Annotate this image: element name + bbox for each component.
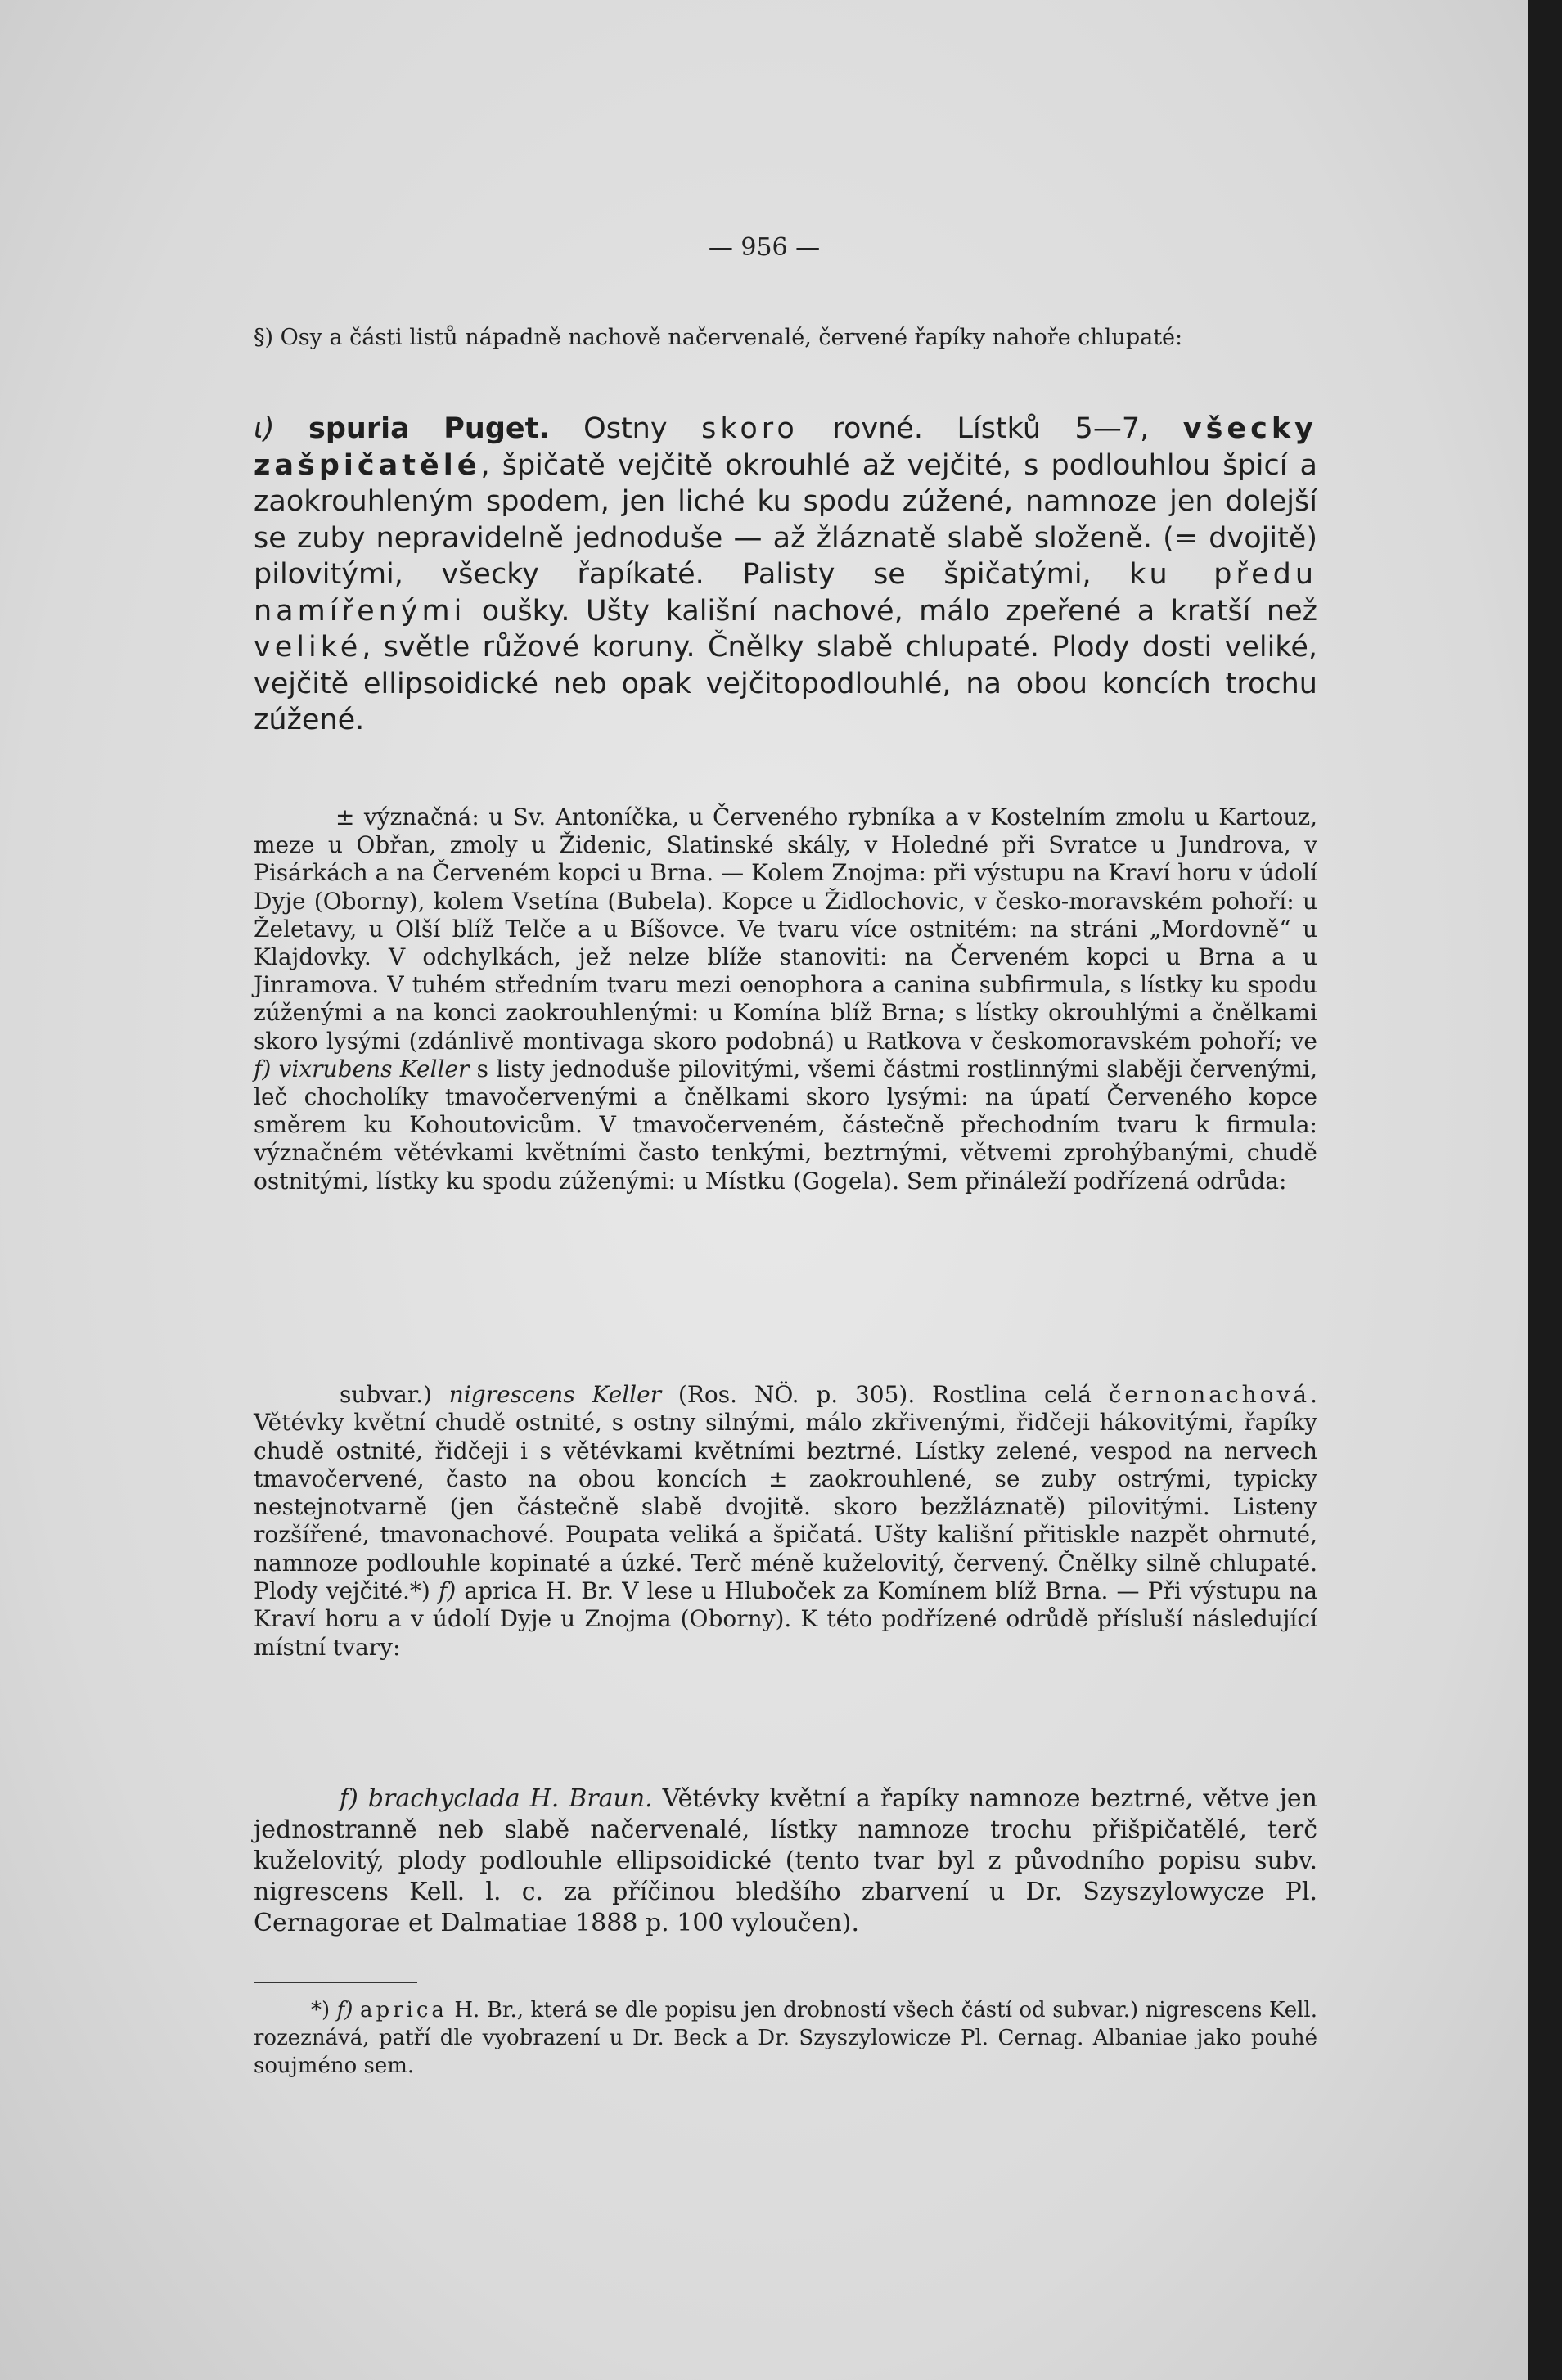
page-number: — 956 — bbox=[708, 233, 821, 262]
subvar-paragraph bbox=[254, 1381, 1317, 1662]
localities-paragraph bbox=[254, 803, 1317, 1195]
variety-name: vixrubens Keller bbox=[278, 1055, 470, 1082]
footnote-divider bbox=[254, 1982, 417, 1983]
subvar-name: nigrescens Keller bbox=[448, 1381, 662, 1408]
subvar-ref: (Ros. NÖ. p. 305). Rostlina celá bbox=[661, 1381, 1109, 1408]
brachyclada-name: brachyclada H. Braun. bbox=[367, 1784, 653, 1813]
spaced-text-4: veliké bbox=[254, 631, 362, 664]
species-author: Puget. bbox=[443, 412, 550, 445]
aprica-author: H. Br. bbox=[537, 1577, 614, 1605]
subvar-text: . Větévky květní chudě ostnité, s ostny silnými, málo zkřivenými, řidčeji hákovitými, řapíky chudě ostnité, řidčeji i s větévkami květními beztrné. Lístky zelené, vespod na nervech tmavočervené, často na obou koncích ± zaokrouhlené, se zuby ostrými, typicky nestejnotvarně (jen částečně slabě dvojitě. skoro bezžláznatě) pilovitými. Listeny rozšířené, tmavonachové. Poupata veliká a špičatá. Ušty kališní přitiskle nazpět ohrnuté, namnoze podlouhle kopinaté a úzké. Terč méně kuželovitý, červený. Čnělky silně chlupaté. Plody vejčité.*) bbox=[254, 1381, 1317, 1605]
subvar-spaced: černonachová bbox=[1108, 1381, 1311, 1408]
desc-part-5: , světle růžové koruny. Čnělky slabě chlupaté. Plody dosti veliké, vejčitě ellipsoidické neb opak vejčitopodlouhlé, na obou koncích trochu zúžené. bbox=[254, 631, 1317, 736]
desc-part-3: , špičatě vejčitě okrouhlé až vejčité, s podlouhlou špicí a zaokrouhleným spodem, jen liché ku spodu zúžené, namnoze jen dolejší se zuby nepravidelně jednoduše — až žláznatě slabě složeně. (= dvojitě) pilovitými, všecky řapíkaté. Palisty se špičatými, bbox=[254, 448, 1317, 591]
section-heading: §) Osy a části listů nápadně nachově načervenalé, červené řapíky nahoře chlupaté: bbox=[254, 325, 1183, 350]
brachyclada-text: Větévky květní a řapíky namnoze beztrné, větve jen jednostranně neb slabě načervenalé, lístky namnoze trochu přišpičatělé, terč kuželovitý, plody podlouhle ellipsoidické (tento tvar byl z původního popisu subv. nigrescens Kell. l. c. za příčinou bledšího zbarvení u Dr. Szyszylowycze Pl. Cernagorae et Dalmatiae 1888 p. 100 vyloučen). bbox=[254, 1784, 1317, 1937]
aprica-marker: f) bbox=[439, 1577, 457, 1605]
localities-part-1: ± význačná: u Sv. Antoníčka, u Červeného rybníka a v Kostelním zmolu u Kartouz, meze u Obřan, zmoly u Židenic, Slatinské skály, v Holedné při Svratce u Jundrova, v Pisárkách a na Červeném kopci u Brna. — Kolem Znojma: při výstupu na Kraví horu v údolí Dyje (Oborny), kolem Vsetína (Bubela). Kopce u Židlochovic, v česko-moravském pohoří: u Želetavy, u Olší blíž Telče a u Bíšovce. Ve tvaru více ostnitém: na stráni „Mordovně“ u Klajdovky. V odchylkách, jež nelze blíže stanoviti: na Červeném kopci u Brna a u Jinramova. V tuhém středním tvaru mezi oenophora a canina subfirmula, s lístky ku spodu zúženými a na konci zaokrouhlenými: u Komína blíž Brna; s lístky okrouhlými a čnělkami skoro lysými (zdánlivě montivaga skoro podobná) u Ratkova v českomoravském pohoří; ve bbox=[254, 803, 1317, 1055]
desc-part-2: rovné. Lístků 5—7, bbox=[798, 412, 1183, 445]
subvar-label: subvar.) bbox=[340, 1381, 432, 1408]
aprica-text: V lese u Hluboček za Komínem blíž Brna. — Při výstupu na Kraví horu a v údolí Dyje u Znojma (Oborny). K této podřízené odrůdě přísluší následující místní tvary: bbox=[254, 1577, 1318, 1661]
spaced-text-3: ku předu namířenými bbox=[254, 558, 1317, 628]
brachyclada-marker: f) bbox=[340, 1784, 358, 1813]
brachyclada-paragraph bbox=[254, 1784, 1317, 1939]
footnote-variety-name: aprica bbox=[359, 1998, 448, 2022]
footnote bbox=[254, 1996, 1317, 2080]
desc-part-1: Ostny bbox=[549, 412, 702, 445]
desc-part-4: oušky. Ušty kališní nachové, málo zpeřené a kratší než bbox=[466, 594, 1317, 628]
species-marker: ι) bbox=[254, 412, 275, 445]
species-name: spuria bbox=[308, 412, 410, 445]
footnote-marker: *) bbox=[311, 1998, 331, 2022]
footnote-variety-marker: f) bbox=[336, 1998, 353, 2022]
species-description bbox=[254, 411, 1317, 739]
aprica-name: aprica bbox=[464, 1577, 538, 1605]
footnote-text: H. Br., která se dle popisu jen drobností všech částí od subvar.) nigrescens Kell. rozeznává, patří dle vyobrazení u Dr. Beck a Dr. Szyszylowicze Pl. Cernag. Albaniae jako pouhé soujméno sem. bbox=[254, 1998, 1317, 2078]
localities-part-2: s listy jednoduše pilovitými, všemi částmi rostlinnými slaběji červenými, leč chocholíky tmavočervenými a čnělkami skoro lysými: na úpatí Červeného kopce směrem ku Kohoutovicům. V tmavočerveném, částečně přechodním tvaru k firmula: význačném větévkami květními často tenkými, beztrnými, větvemi zprohýbanými, chudě ostnitými, lístky ku spodu zúženými: u Místku (Gogela). Sem přináleží podřízená odrůda: bbox=[254, 1055, 1317, 1194]
spaced-text-1: skoro bbox=[701, 412, 799, 445]
spaced-text-2: všecky zašpičatělé bbox=[254, 412, 1317, 482]
variety-marker: f) bbox=[254, 1055, 272, 1082]
